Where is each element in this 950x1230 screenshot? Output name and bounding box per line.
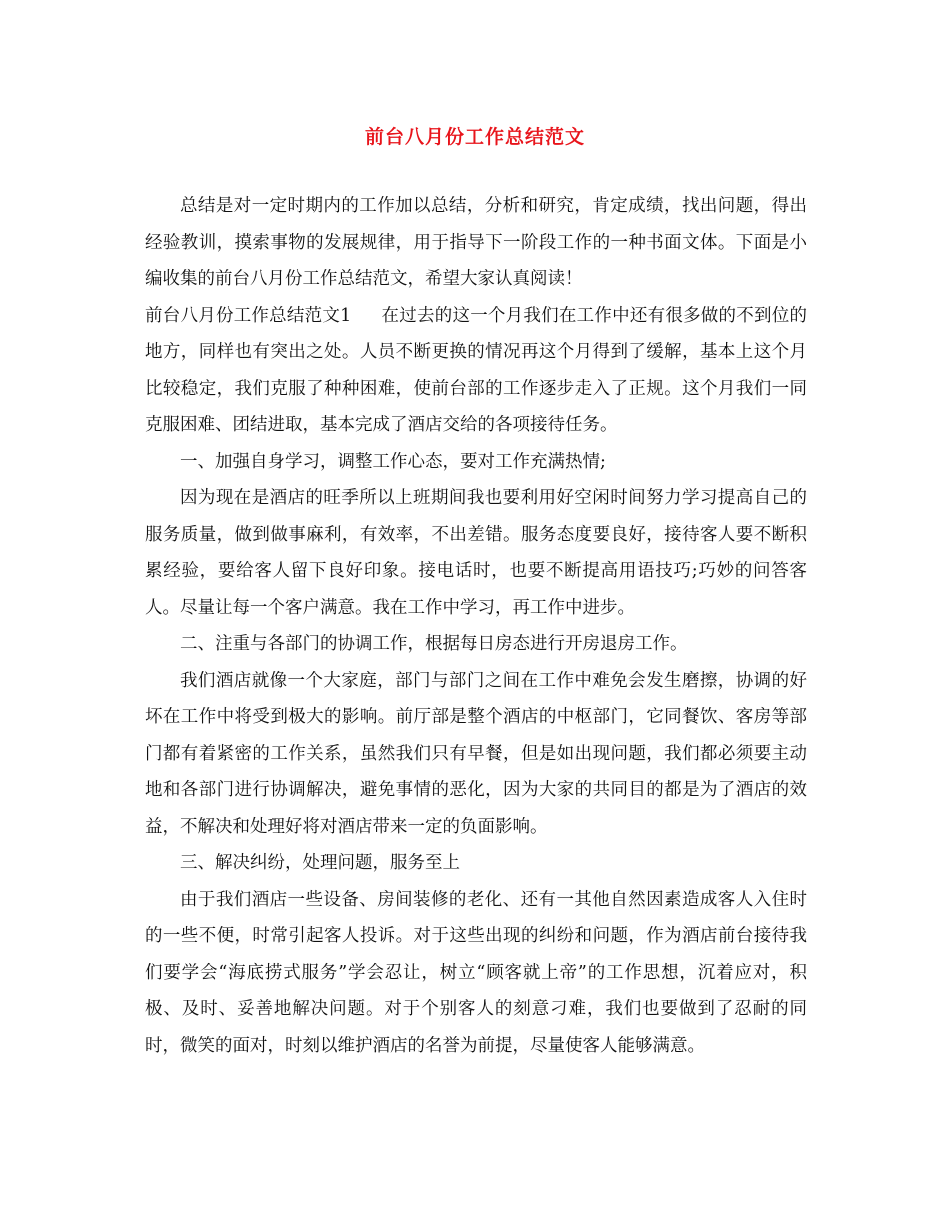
document-body	[145, 188, 807, 1064]
section-label: 前台八月份工作总结范文1	[145, 305, 352, 326]
section-paragraph	[145, 298, 807, 444]
paragraph-two: 我们酒店就像一个大家庭，部门与部门之间在工作中难免会发生磨擦，协调的好坏在工作中将受到极大的影响。前厅部是整个酒店的中枢部门，它同餐饮、客房等部门都有着紧密的工作关系，虽然我们只有早餐，但是如出现问题，我们都必须要主动地和各部门进行协调解决，避免事情的恶化，因为大家的共同目的都是为了酒店的效益，不解决和处理好将对酒店带来一定的负面影响。	[145, 670, 807, 837]
paragraph-three: 由于我们酒店一些设备、房间装修的老化、还有一其他自然因素造成客人入住时的一些不便，时常引起客人投诉。对于这些出现的纠纷和问题，作为酒店前台接待我们要学会“海底捞式服务”学会忍让，树立“顾客就上帝”的工作思想，沉着应对，积极、及时、妥善地解决问题。对于个别客人的刻意刁难，我们也要做到了忍耐的同时，微笑的面对，时刻以维护酒店的名誉为前提，尽量使客人能够满意。	[145, 889, 807, 1056]
heading-three: 三、解决纠纷，处理问题，服务至上	[180, 853, 460, 873]
document-title: 前台八月份工作总结范文	[364, 126, 585, 148]
heading-one: 一、加强自身学习，调整工作心态，要对工作充满热情;	[180, 451, 606, 472]
heading-two: 二、注重与各部门的协调工作，根据每日房态进行开房退房工作。	[180, 634, 688, 654]
section-text: 在过去的这一个月我们在工作中还有很多做的不到位的地方，同样也有突出之处。人员不断更换的情况再这个月得到了缓解，基本上这个月比较稳定，我们克服了种种困难，使前台部的工作逐步走入了正规。这个月我们一同克服困难、团结进取，基本完成了酒店交给的各项接待任务。	[145, 305, 807, 435]
intro-paragraph: 总结是对一定时期内的工作加以总结，分析和研究，肯定成绩，找出问题，得出经验教训，摸索事物的发展规律，用于指导下一阶段工作的一种书面文体。下面是小编收集的前台八月份工作总结范文，希望大家认真阅读！	[145, 196, 807, 289]
paragraph-one: 因为现在是酒店的旺季所以上班期间我也要利用好空闲时间努力学习提高自己的服务质量，做到做事麻利，有效率，不出差错。服务态度要良好，接待客人要不断积累经验，要给客人留下良好印象。接电话时，也要不断提高用语技巧;巧妙的问答客人。尽量让每一个客户满意。我在工作中学习，再工作中进步。	[145, 488, 807, 618]
